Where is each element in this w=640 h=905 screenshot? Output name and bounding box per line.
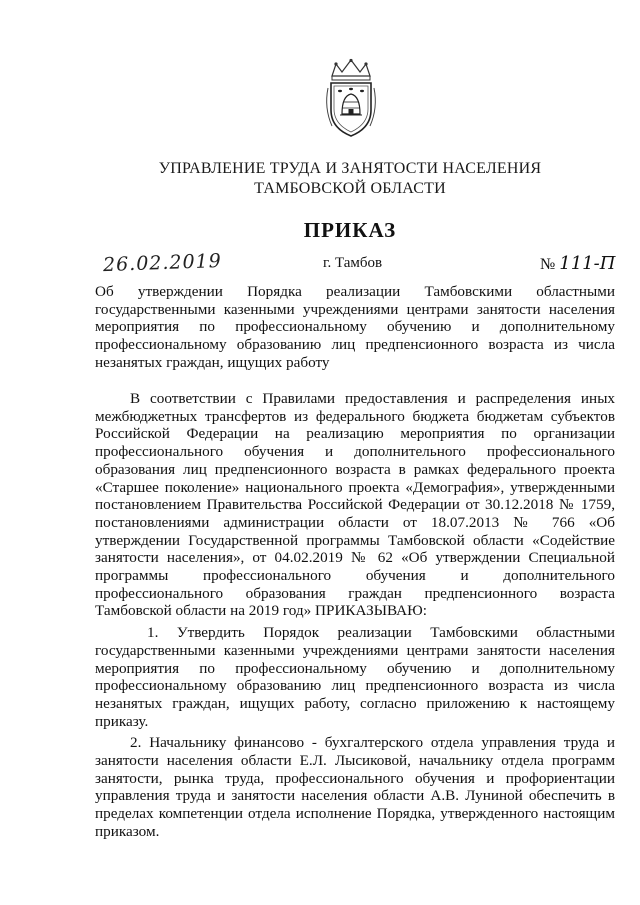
- order-item-2: 2. Начальнику финансово - бухгалтерского отдела управления труда и занятости населения области Е.Л. Лысиковой, начальнику отдела программ занятости, рынка труда, профессионального обучения и профориентации управления труда и занятости населения области А.В. Луниной обеспечить в пределах компетенции отдела исполнение Порядка, утвержденного настоящим приказом.: [95, 734, 615, 840]
- number-prefix: №: [540, 256, 556, 273]
- document-city: г. Тамбов: [323, 255, 383, 271]
- organization-name-line1: УПРАВЛЕНИЕ ТРУДА И ЗАНЯТОСТИ НАСЕЛЕНИЯ: [158, 160, 542, 177]
- document-number: [540, 253, 615, 274]
- number-value: 111-П: [559, 253, 616, 274]
- document-subject: [95, 283, 615, 372]
- document-date: 26.02.2019: [102, 249, 223, 277]
- document-type-title: ПРИКАЗ: [303, 218, 397, 242]
- subject-text: Об утверждении Порядка реализации Тамбовскими областными государственными казенными учреждениями центрами занятости населения мероприятия по профессиональному обучению и дополнительному профессиональному образованию лиц предпенсионного возраста из числа незанятых граждан, ищущих работу: [95, 283, 615, 371]
- organization-name-line2: ТАМБОВСКОЙ ОБЛАСТИ: [254, 180, 446, 197]
- order-item-1: 1. Утвердить Порядок реализации Тамбовскими областными государственными казенными учреждениями центрами занятости населения мероприятия по профессиональному обучению и дополнительному профессиональному образованию лиц предпенсионного возраста из числа незанятых граждан, ищущих работу, согласно приложению к настоящему приказу.: [95, 624, 615, 730]
- tambov-coat-of-arms-icon: [322, 58, 380, 138]
- preamble-paragraph: В соответствии с Правилами предоставления и распределения иных межбюджетных трансфертов из федерального бюджета бюджетам субъектов Российской Федерации на реализацию мероприятия по организации профессионального обучения и дополнительного профессионального образования лиц предпенсионного возраста в рамках федерального проекта «Старшее поколение» национального проекта «Демография», утвержденными постановлением Правительства Российской Федерации от 30.12.2018 № 1759, постановлениями администрации области от 18.07.2013 № 766 «Об утверждении Государственной программы Тамбовской области «Содействие занятости населения», от 04.02.2019 № 62 «Об утверждении Специальной программы профессионального обучения и дополнительного профессионального образования граждан предпенсионного возраста Тамбовской области на 2019 год» ПРИКАЗЫВАЮ:: [95, 390, 615, 620]
- document-body: [95, 390, 615, 845]
